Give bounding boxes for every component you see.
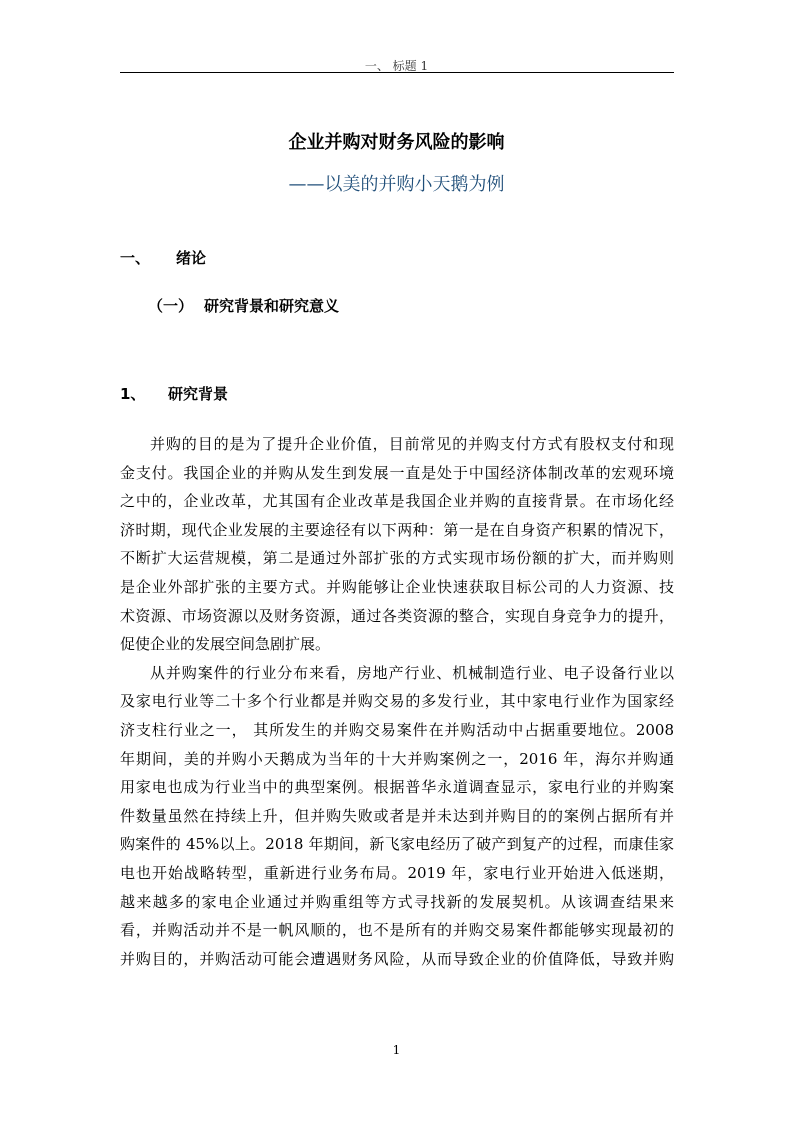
text-line: 之中的，企业改革，尤其国有企业改革是我国企业并购的直接背景。在市场化经 xyxy=(120,492,674,511)
text-line: 件数量虽然在持续上升，但并购失败或者是并未达到并购目的的案例占据所有并 xyxy=(120,806,674,825)
text-line: 购案件的 45%以上。2018 年期间，新飞家电经历了破产到复产的过程，而康佳家 xyxy=(120,835,674,854)
body-text xyxy=(120,430,674,973)
text-line: 并购目的，并购活动可能会遭遇财务风险，从而导致企业的价值降低，导致并购 xyxy=(120,949,674,968)
heading-text: 研究背景 xyxy=(168,385,229,403)
page-header: 一、 标题 1 xyxy=(364,59,429,73)
text-line: 是企业外部扩张的主要方式。并购能够让企业快速获取目标公司的人力资源、技 xyxy=(120,577,674,596)
text-line: 及家电行业等二十多个行业都是并购交易的多发行业，其中家电行业作为国家经 xyxy=(120,692,674,711)
heading-level-2 xyxy=(148,295,339,316)
text-line: 济时期，现代企业发展的主要途径有以下两种：第一是在自身资产积累的情况下， xyxy=(120,520,674,539)
document-subtitle: ——以美的并购小天鹅为例 xyxy=(288,174,505,195)
heading-number: 一、 xyxy=(120,249,151,267)
heading-text: 研究背景和研究意义 xyxy=(204,297,340,315)
text-line: 看，并购活动并不是一帆风顺的，也不是所有的并购交易案件都能够实现最初的 xyxy=(120,921,674,940)
text-line: 促使企业的发展空间急剧扩展。 xyxy=(120,635,331,654)
text-line: 济支柱行业之一， 其所发生的并购交易案件在并购活动中占据重要地位。2008 xyxy=(120,720,674,739)
text-line: 用家电也成为行业当中的典型案例。根据普华永道调查显示，家电行业的并购案 xyxy=(120,778,674,797)
text-line: 不断扩大运营规模，第二是通过外部扩张的方式实现市场份额的扩大，而并购则 xyxy=(120,549,674,568)
heading-text: 绪论 xyxy=(176,249,207,267)
header-rule xyxy=(120,72,674,73)
heading-number: 1、 xyxy=(120,385,146,403)
text-line: 并购的目的是为了提升企业价值，目前常见的并购支付方式有股权支付和现 xyxy=(150,435,674,453)
paragraph-1 xyxy=(120,430,674,659)
text-line: 术资源、市场资源以及财务资源，通过各类资源的整合，实现自身竞争力的提升， xyxy=(120,606,674,625)
text-line: 电也开始战略转型，重新进行业务布局。2019 年，家电行业开始进入低迷期， xyxy=(120,863,674,882)
text-line: 年期间，美的并购小天鹅成为当年的十大并购案例之一，2016 年，海尔并购通 xyxy=(120,749,674,768)
heading-level-1 xyxy=(120,247,206,268)
text-line: 从并购案件的行业分布来看，房地产行业、机械制造行业、电子设备行业以 xyxy=(150,663,674,682)
heading-level-3 xyxy=(120,383,228,404)
text-line: 金支付。我国企业的并购从发生到发展一直是处于中国经济体制改革的宏观环境 xyxy=(120,463,674,482)
paragraph-2 xyxy=(120,659,674,974)
document-title: 企业并购对财务风险的影响 xyxy=(288,132,505,153)
text-line: 越来越多的家电企业通过并购重组等方式寻找新的发展契机。从该调查结果来 xyxy=(120,892,674,911)
page-number: 1 xyxy=(392,1043,401,1057)
heading-number: （一） xyxy=(148,297,194,315)
